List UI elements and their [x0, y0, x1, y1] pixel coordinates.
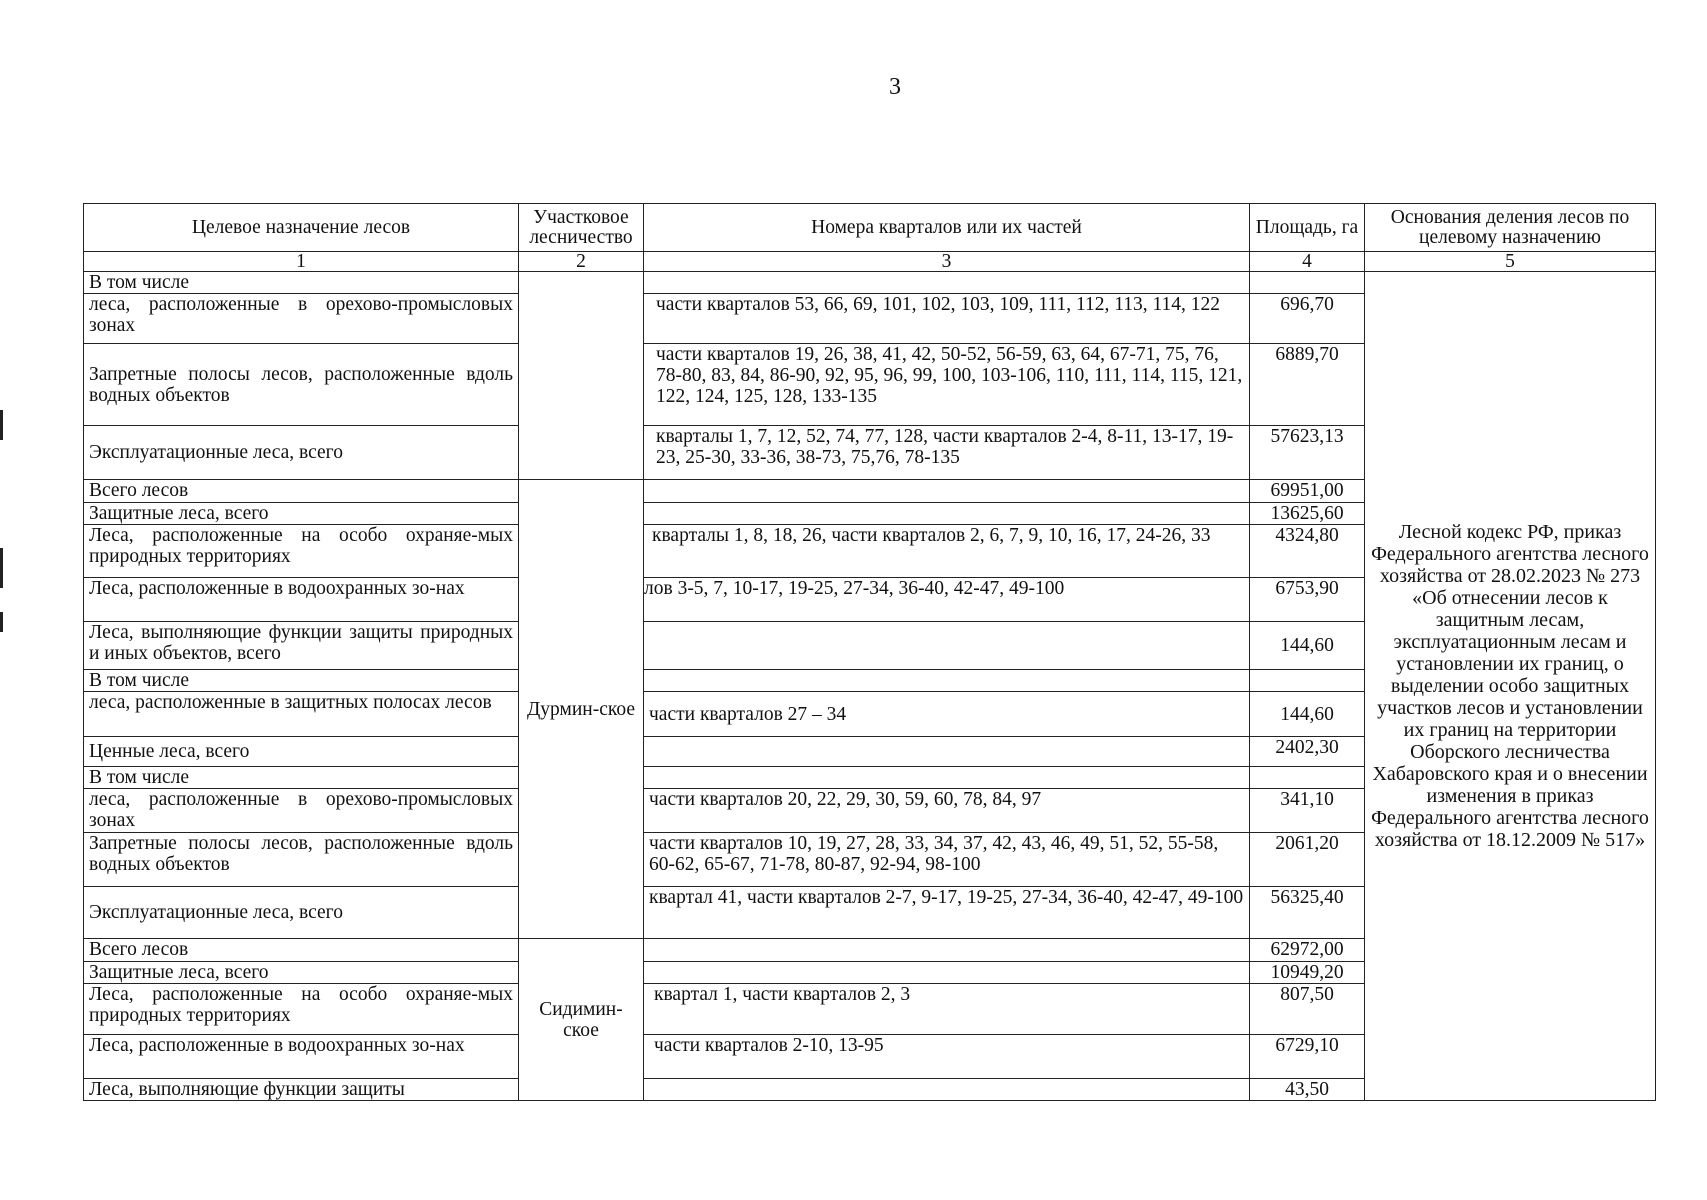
- basis-cell: Лесной кодекс РФ, приказ Федерального агентства лесного хозяйства от 28.02.2023 № 273 «Об отнесении лесов к защитным лесам, эксплуатационным лесам и установлении их границ, о выделении особо защитных участков лесов и установлении их границ на территории Оборского лесничества Хабаровского края и о внесении изменения в приказ Федерального агентства лесного хозяйства от 18.12.2009 № 517»: [1365, 272, 1656, 1101]
- quarters-cell: [644, 622, 1250, 670]
- area-cell: 2061,20: [1250, 833, 1365, 887]
- purpose-cell: Эксплуатационные леса, всего: [84, 887, 519, 939]
- quarters-cell: [644, 939, 1250, 962]
- area-cell: 62972,00: [1250, 939, 1365, 962]
- purpose-cell: Ценные леса, всего: [84, 737, 519, 767]
- purpose-cell: Эксплуатационные леса, всего: [84, 426, 519, 480]
- purpose-cell: В том числе: [84, 767, 519, 789]
- header-quarters: Номера кварталов или их частей: [644, 204, 1250, 252]
- page-number: 3: [889, 74, 901, 100]
- scan-mark: [0, 612, 3, 632]
- area-cell: 13625,60: [1250, 503, 1365, 525]
- purpose-cell: Всего лесов: [84, 480, 519, 503]
- area-cell: 56325,40: [1250, 887, 1365, 939]
- area-cell: 43,50: [1250, 1079, 1365, 1101]
- purpose-cell: В том числе: [84, 670, 519, 692]
- column-number: 4: [1250, 252, 1365, 272]
- quarters-cell: [644, 737, 1250, 767]
- area-cell: 57623,13: [1250, 426, 1365, 480]
- purpose-cell: Леса, выполняющие функции защиты: [84, 1079, 519, 1101]
- quarters-cell: лов 3-5, 7, 10-17, 19-25, 27-34, 36-40, 42-47, 49-100: [644, 578, 1250, 622]
- quarters-cell: части кварталов 20, 22, 29, 30, 59, 60, 78, 84, 97: [644, 789, 1250, 833]
- quarters-cell: [644, 480, 1250, 503]
- area-cell: 341,10: [1250, 789, 1365, 833]
- district-sidimin-cell: Сидимин-ское: [519, 939, 644, 1101]
- area-cell: 807,50: [1250, 984, 1365, 1035]
- purpose-cell: Всего лесов: [84, 939, 519, 962]
- purpose-cell: Запретные полосы лесов, расположенные вдоль водных объектов: [84, 833, 519, 887]
- quarters-cell: части кварталов 10, 19, 27, 28, 33, 34, 37, 42, 43, 46, 49, 51, 52, 55-58, 60-62, 65-67, 71-78, 80-87, 92-94, 98-100: [644, 833, 1250, 887]
- area-cell: [1250, 670, 1365, 692]
- area-cell: 144,60: [1250, 692, 1365, 737]
- quarters-cell: [644, 272, 1250, 294]
- purpose-cell: Защитные леса, всего: [84, 962, 519, 984]
- area-cell: 69951,00: [1250, 480, 1365, 503]
- district-durmin-cell: Дурмин-ское: [519, 480, 644, 939]
- scan-mark: [0, 548, 3, 588]
- purpose-cell: Леса, выполняющие функции защиты природных и иных объектов, всего: [84, 622, 519, 670]
- purpose-cell: Леса, расположенные на особо охраняе-мых природных территориях: [84, 984, 519, 1035]
- area-cell: 2402,30: [1250, 737, 1365, 767]
- area-cell: 10949,20: [1250, 962, 1365, 984]
- area-cell: [1250, 767, 1365, 789]
- quarters-cell: [644, 767, 1250, 789]
- quarters-cell: [644, 962, 1250, 984]
- table-header-row: [84, 204, 1656, 252]
- header-district: Участковое лесничество: [519, 204, 644, 252]
- quarters-cell: [644, 670, 1250, 692]
- quarters-cell: [644, 1079, 1250, 1101]
- purpose-cell: леса, расположенные в защитных полосах лесов: [84, 692, 519, 737]
- area-cell: 6729,10: [1250, 1035, 1365, 1079]
- purpose-cell: леса, расположенные в орехово-промысловых зонах: [84, 789, 519, 833]
- header-basis: Основания деления лесов по целевому назначению: [1365, 204, 1656, 252]
- column-number: 5: [1365, 252, 1656, 272]
- table-row: [84, 272, 1656, 294]
- area-cell: 6753,90: [1250, 578, 1365, 622]
- column-number: 2: [519, 252, 644, 272]
- quarters-cell: части кварталов 27 – 34: [644, 692, 1250, 737]
- area-cell: 144,60: [1250, 622, 1365, 670]
- purpose-cell: Запретные полосы лесов, расположенные вдоль водных объектов: [84, 344, 519, 426]
- purpose-cell: Защитные леса, всего: [84, 503, 519, 525]
- header-purpose: Целевое назначение лесов: [84, 204, 519, 252]
- district-cell-previous: [519, 272, 644, 480]
- purpose-cell: Леса, расположенные в водоохранных зо-нах: [84, 578, 519, 622]
- quarters-cell: части кварталов 2-10, 13-95: [644, 1035, 1250, 1079]
- purpose-cell: Леса, расположенные на особо охраняе-мых природных территориях: [84, 525, 519, 578]
- header-area: Площадь, га: [1250, 204, 1365, 252]
- area-cell: 6889,70: [1250, 344, 1365, 426]
- forest-purpose-table: [83, 203, 1656, 1101]
- scan-mark: [0, 410, 3, 440]
- quarters-cell: квартал 1, части кварталов 2, 3: [644, 984, 1250, 1035]
- quarters-cell: части кварталов 53, 66, 69, 101, 102, 103, 109, 111, 112, 113, 114, 122: [644, 294, 1250, 344]
- purpose-cell: В том числе: [84, 272, 519, 294]
- area-cell: 696,70: [1250, 294, 1365, 344]
- quarters-cell: [644, 503, 1250, 525]
- area-cell: [1250, 272, 1365, 294]
- area-cell: 4324,80: [1250, 525, 1365, 578]
- purpose-cell: леса, расположенные в орехово-промысловых зонах: [84, 294, 519, 344]
- quarters-cell: кварталы 1, 7, 12, 52, 74, 77, 128, части кварталов 2-4, 8-11, 13-17, 19-23, 25-30, 33-36, 38-73, 75,76, 78-135: [644, 426, 1250, 480]
- column-number: 1: [84, 252, 519, 272]
- column-number-row: [84, 252, 1656, 272]
- purpose-cell: Леса, расположенные в водоохранных зо-нах: [84, 1035, 519, 1079]
- quarters-cell: кварталы 1, 8, 18, 26, части кварталов 2, 6, 7, 9, 10, 16, 17, 24-26, 33: [644, 525, 1250, 578]
- quarters-cell: квартал 41, части кварталов 2-7, 9-17, 19-25, 27-34, 36-40, 42-47, 49-100: [644, 887, 1250, 939]
- quarters-cell: части кварталов 19, 26, 38, 41, 42, 50-52, 56-59, 63, 64, 67-71, 75, 76, 78-80, 83, 84, 86-90, 92, 95, 96, 99, 100, 103-106, 110, 111, 114, 115, 121, 122, 124, 125, 128, 133-135: [644, 344, 1250, 426]
- column-number: 3: [644, 252, 1250, 272]
